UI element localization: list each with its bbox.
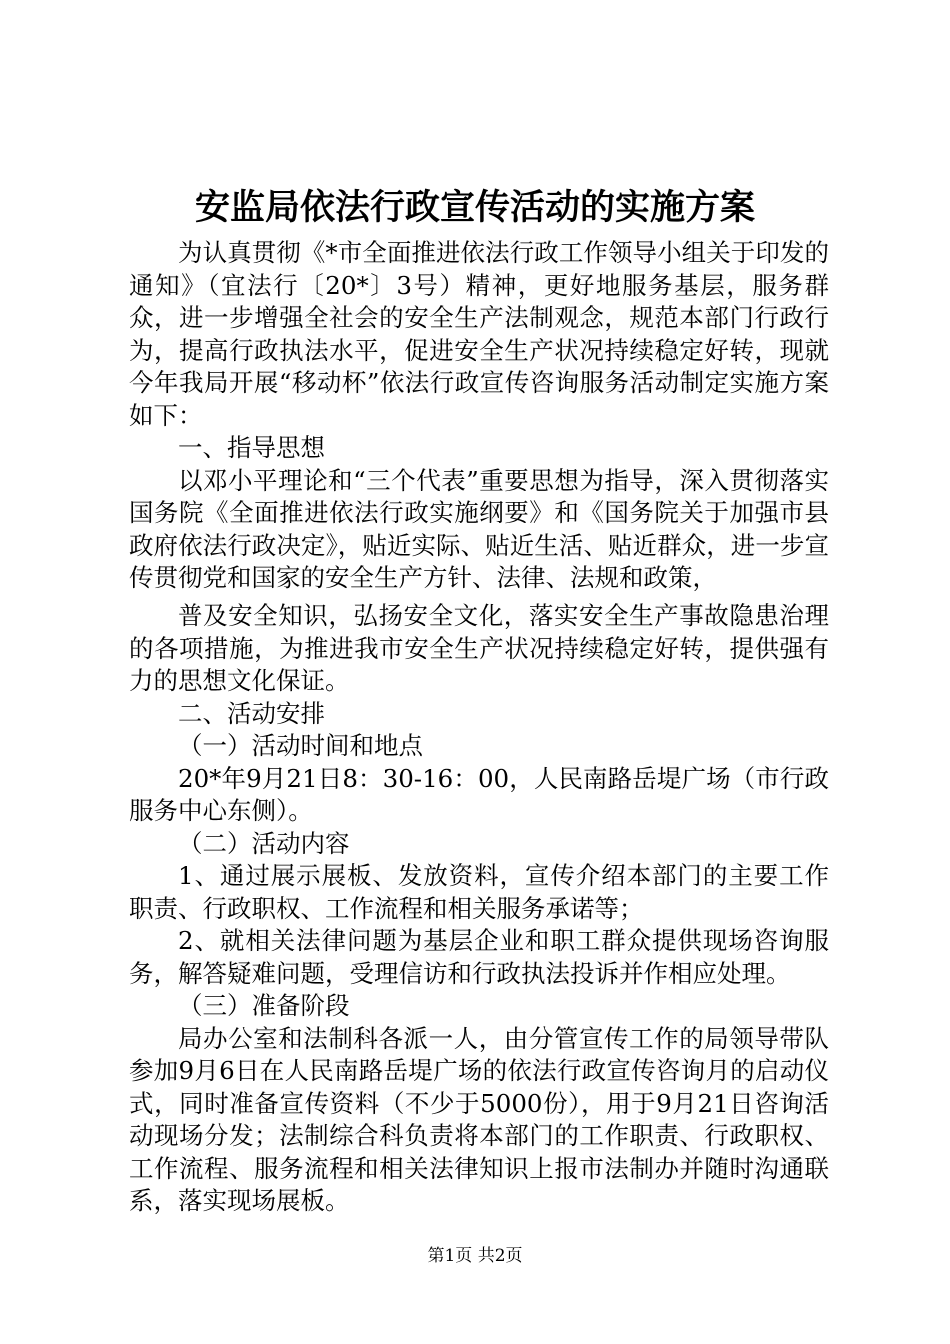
guiding-ideology-paragraph: 以邓小平理论和“三个代表”重要思想为指导，深入贯彻落实国务院《全面推进依法行政实施纲要》和《国务院关于加强市县政府依法行政决定》，贴近实际、贴近生活、贴近群众，进一步宣传贯彻党和国家的安全生产方针、法律、法规和政策， xyxy=(129,465,829,592)
document-title: 安监局依法行政宣传活动的实施方案 xyxy=(194,187,755,228)
preparation-stage-paragraph: 局办公室和法制科各派一人，由分管宣传工作的局领导带队参加9月6日在人民南路岳堤广场的依法行政宣传咨询月的启动仪式，同时准备宣传资料（不少于5000份），用于9月21日咨询活动现场分发；法制综合科负责将本部门的工作职责、行政职权、工作流程、服务流程和相关法律知识上报市法制办并随时沟通联系，落实现场展板。 xyxy=(129,1023,829,1215)
subheading-activity-content: （二）活动内容 xyxy=(178,828,350,858)
activity-content-item-2: 2、就相关法律问题为基层企业和职工群众提供现场咨询服务，解答疑难问题，受理信访和行政执法投诉并作相应处理。 xyxy=(129,926,829,988)
activity-content-item-1: 1、通过展示展板、发放资料，宣传介绍本部门的主要工作职责、行政职权、工作流程和相关服务承诺等； xyxy=(129,861,829,923)
guiding-ideology-continued: 普及安全知识，弘扬安全文化，落实安全生产事故隐患治理的各项措施，为推进我市安全生产状况持续稳定好转，提供强有力的思想文化保证。 xyxy=(129,601,829,695)
section-heading-activity-arrangement: 二、活动安排 xyxy=(178,698,325,728)
subheading-preparation-stage: （三）准备阶段 xyxy=(178,991,350,1020)
section-heading-guiding-ideology: 一、指导思想 xyxy=(178,433,325,462)
subheading-time-and-place: （一）活动时间和地点 xyxy=(178,731,423,760)
intro-paragraph: 为认真贯彻《*市全面推进依法行政工作领导小组关于印发的通知》（宜法行〔20*〕3号）精神，更好地服务基层，服务群众，进一步增强全社会的安全生产法制观念，规范本部门行政行为，提高行政执法水平，促进安全生产状况持续稳定好转，现就今年我局开展“移动杯”依法行政宣传咨询服务活动制定实施方案如下： xyxy=(129,238,829,430)
body-section-2 xyxy=(129,600,829,1218)
time-and-place-paragraph: 20*年9月21日8：30-16：00，人民南路岳堤广场（市行政服务中心东侧）。 xyxy=(129,763,829,825)
body-section-1 xyxy=(129,237,829,595)
page-number-footer: 第1页 共2页 xyxy=(427,1246,523,1266)
